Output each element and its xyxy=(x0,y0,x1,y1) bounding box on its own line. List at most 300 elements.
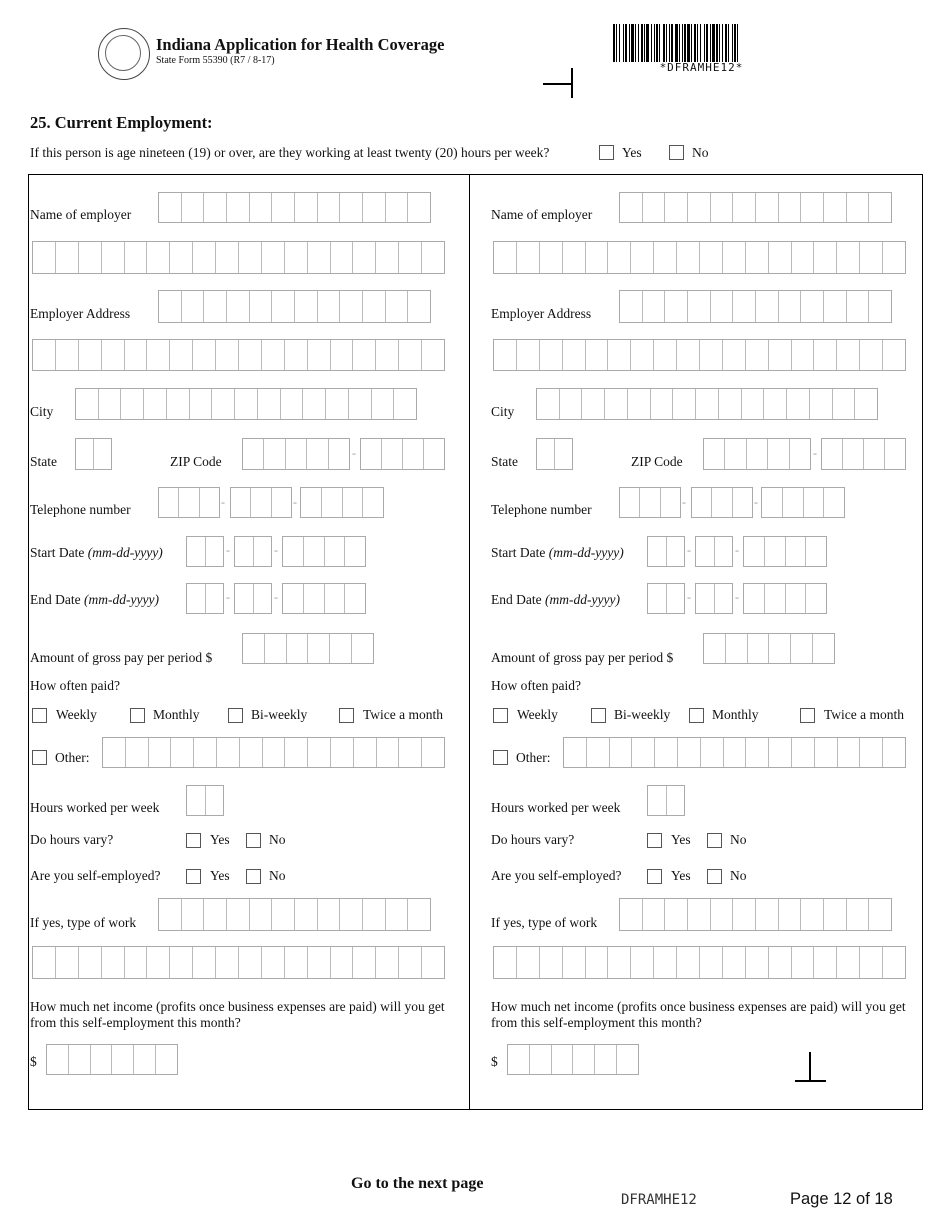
character-cell[interactable] xyxy=(363,193,386,222)
character-cell[interactable] xyxy=(295,899,318,930)
character-cell[interactable] xyxy=(869,193,891,222)
employer-address-field[interactable] xyxy=(619,290,892,323)
character-cell[interactable] xyxy=(723,242,746,273)
character-cell[interactable] xyxy=(354,738,377,767)
character-cell[interactable] xyxy=(216,242,239,273)
character-cell[interactable] xyxy=(756,291,779,322)
character-cell[interactable] xyxy=(746,738,769,767)
character-cell[interactable] xyxy=(281,389,304,419)
character-cell[interactable] xyxy=(815,738,838,767)
type-of-work-field-line2[interactable] xyxy=(32,946,445,979)
character-cell[interactable] xyxy=(783,488,804,517)
character-cell[interactable] xyxy=(329,439,349,469)
freq-option-4-checkbox[interactable] xyxy=(800,708,815,723)
character-cell[interactable] xyxy=(194,738,217,767)
character-cell[interactable] xyxy=(187,584,206,613)
character-cell[interactable] xyxy=(283,584,304,613)
character-cell[interactable] xyxy=(769,738,792,767)
character-cell[interactable] xyxy=(665,291,688,322)
character-cell[interactable] xyxy=(733,193,756,222)
character-cell[interactable] xyxy=(632,738,655,767)
character-cell[interactable] xyxy=(250,899,273,930)
character-cell[interactable] xyxy=(725,439,746,469)
character-cell[interactable] xyxy=(167,389,190,419)
character-cell[interactable] xyxy=(308,242,331,273)
character-cell[interactable] xyxy=(56,340,79,370)
character-cell[interactable] xyxy=(869,899,891,930)
character-cell[interactable] xyxy=(340,899,363,930)
character-cell[interactable] xyxy=(704,634,726,663)
employer-address-field[interactable] xyxy=(158,290,431,323)
character-cell[interactable] xyxy=(361,439,382,469)
character-cell[interactable] xyxy=(711,193,734,222)
gross-pay-field[interactable] xyxy=(703,633,835,664)
character-cell[interactable] xyxy=(264,439,285,469)
character-cell[interactable] xyxy=(733,488,752,517)
character-cell[interactable] xyxy=(494,340,517,370)
city-field[interactable] xyxy=(536,388,878,420)
character-cell[interactable] xyxy=(813,634,834,663)
character-cell[interactable] xyxy=(144,389,167,419)
character-cell[interactable] xyxy=(779,899,802,930)
character-cell[interactable] xyxy=(742,389,765,419)
hours-vary-no-checkbox[interactable] xyxy=(246,833,261,848)
start-date-year-field[interactable] xyxy=(743,536,827,567)
character-cell[interactable] xyxy=(824,291,847,322)
other-field[interactable] xyxy=(102,737,445,768)
character-cell[interactable] xyxy=(206,537,224,566)
character-cell[interactable] xyxy=(125,340,148,370)
character-cell[interactable] xyxy=(386,291,409,322)
character-cell[interactable] xyxy=(239,340,262,370)
character-cell[interactable] xyxy=(285,242,308,273)
character-cell[interactable] xyxy=(765,584,786,613)
character-cell[interactable] xyxy=(769,242,792,273)
self-employed-yes-checkbox[interactable] xyxy=(647,869,662,884)
character-cell[interactable] xyxy=(287,634,309,663)
character-cell[interactable] xyxy=(824,488,844,517)
character-cell[interactable] xyxy=(204,291,227,322)
end-date-month-field[interactable] xyxy=(647,583,685,614)
character-cell[interactable] xyxy=(94,439,111,469)
character-cell[interactable] xyxy=(715,537,733,566)
type-of-work-field[interactable] xyxy=(158,898,431,931)
character-cell[interactable] xyxy=(399,242,422,273)
character-cell[interactable] xyxy=(711,899,734,930)
character-cell[interactable] xyxy=(769,340,792,370)
freq-option-1-checkbox[interactable] xyxy=(32,708,47,723)
character-cell[interactable] xyxy=(159,899,182,930)
character-cell[interactable] xyxy=(345,584,365,613)
character-cell[interactable] xyxy=(182,291,205,322)
character-cell[interactable] xyxy=(711,291,734,322)
net-income-field[interactable] xyxy=(46,1044,178,1075)
character-cell[interactable] xyxy=(869,291,891,322)
character-cell[interactable] xyxy=(303,389,326,419)
type-of-work-field[interactable] xyxy=(619,898,892,931)
character-cell[interactable] xyxy=(692,488,712,517)
character-cell[interactable] xyxy=(605,389,628,419)
character-cell[interactable] xyxy=(517,242,540,273)
character-cell[interactable] xyxy=(159,291,182,322)
zip-ext-field[interactable] xyxy=(360,438,445,470)
character-cell[interactable] xyxy=(837,242,860,273)
character-cell[interactable] xyxy=(814,242,837,273)
character-cell[interactable] xyxy=(655,738,678,767)
character-cell[interactable] xyxy=(540,947,563,978)
character-cell[interactable] xyxy=(353,242,376,273)
character-cell[interactable] xyxy=(235,584,254,613)
character-cell[interactable] xyxy=(272,899,295,930)
self-employed-no-checkbox[interactable] xyxy=(246,869,261,884)
employer-name-field[interactable] xyxy=(158,192,431,223)
character-cell[interactable] xyxy=(537,439,555,469)
character-cell[interactable] xyxy=(386,899,409,930)
character-cell[interactable] xyxy=(768,439,789,469)
character-cell[interactable] xyxy=(726,634,748,663)
character-cell[interactable] xyxy=(399,738,422,767)
other-field[interactable] xyxy=(563,737,906,768)
character-cell[interactable] xyxy=(769,947,792,978)
character-cell[interactable] xyxy=(648,584,667,613)
character-cell[interactable] xyxy=(883,738,905,767)
character-cell[interactable] xyxy=(665,193,688,222)
character-cell[interactable] xyxy=(170,947,193,978)
character-cell[interactable] xyxy=(824,899,847,930)
character-cell[interactable] xyxy=(216,947,239,978)
character-cell[interactable] xyxy=(700,340,723,370)
character-cell[interactable] xyxy=(251,488,271,517)
phone-prefix-field[interactable] xyxy=(691,487,753,518)
character-cell[interactable] xyxy=(733,899,756,930)
character-cell[interactable] xyxy=(345,537,365,566)
character-cell[interactable] xyxy=(349,389,372,419)
character-cell[interactable] xyxy=(79,242,102,273)
character-cell[interactable] xyxy=(79,340,102,370)
character-cell[interactable] xyxy=(243,634,265,663)
character-cell[interactable] xyxy=(125,947,148,978)
character-cell[interactable] xyxy=(654,242,677,273)
character-cell[interactable] xyxy=(733,291,756,322)
character-cell[interactable] xyxy=(147,242,170,273)
character-cell[interactable] xyxy=(746,947,769,978)
character-cell[interactable] xyxy=(700,242,723,273)
character-cell[interactable] xyxy=(563,947,586,978)
character-cell[interactable] xyxy=(363,899,386,930)
character-cell[interactable] xyxy=(517,947,540,978)
character-cell[interactable] xyxy=(170,242,193,273)
character-cell[interactable] xyxy=(262,947,285,978)
character-cell[interactable] xyxy=(847,899,870,930)
end-date-day-field[interactable] xyxy=(234,583,272,614)
character-cell[interactable] xyxy=(76,389,99,419)
state-field[interactable] xyxy=(75,438,112,470)
character-cell[interactable] xyxy=(283,537,304,566)
character-cell[interactable] xyxy=(33,242,56,273)
phone-area-field[interactable] xyxy=(158,487,220,518)
character-cell[interactable] xyxy=(864,439,885,469)
character-cell[interactable] xyxy=(304,537,325,566)
character-cell[interactable] xyxy=(746,242,769,273)
character-cell[interactable] xyxy=(631,242,654,273)
character-cell[interactable] xyxy=(91,1045,113,1074)
character-cell[interactable] xyxy=(661,488,680,517)
character-cell[interactable] xyxy=(363,488,383,517)
character-cell[interactable] xyxy=(126,738,149,767)
character-cell[interactable] xyxy=(822,439,843,469)
character-cell[interactable] xyxy=(696,584,715,613)
character-cell[interactable] xyxy=(240,738,263,767)
character-cell[interactable] xyxy=(537,389,560,419)
character-cell[interactable] xyxy=(724,738,747,767)
employer-address-field-line2[interactable] xyxy=(493,339,906,371)
character-cell[interactable] xyxy=(187,537,206,566)
character-cell[interactable] xyxy=(563,242,586,273)
character-cell[interactable] xyxy=(231,488,251,517)
hours-vary-yes-checkbox[interactable] xyxy=(186,833,201,848)
character-cell[interactable] xyxy=(744,584,765,613)
character-cell[interactable] xyxy=(403,439,424,469)
character-cell[interactable] xyxy=(792,242,815,273)
character-cell[interactable] xyxy=(885,439,905,469)
character-cell[interactable] xyxy=(712,488,732,517)
character-cell[interactable] xyxy=(648,537,667,566)
character-cell[interactable] xyxy=(307,439,328,469)
character-cell[interactable] xyxy=(159,488,179,517)
character-cell[interactable] xyxy=(325,584,346,613)
hours-field[interactable] xyxy=(186,785,224,816)
freq-option-2-checkbox[interactable] xyxy=(591,708,606,723)
character-cell[interactable] xyxy=(748,634,770,663)
character-cell[interactable] xyxy=(508,1045,530,1074)
character-cell[interactable] xyxy=(608,947,631,978)
character-cell[interactable] xyxy=(331,340,354,370)
character-cell[interactable] xyxy=(193,242,216,273)
employer-name-field-line2[interactable] xyxy=(32,241,445,274)
character-cell[interactable] xyxy=(325,537,346,566)
character-cell[interactable] xyxy=(102,947,125,978)
character-cell[interactable] xyxy=(654,947,677,978)
character-cell[interactable] xyxy=(628,389,651,419)
character-cell[interactable] xyxy=(376,242,399,273)
character-cell[interactable] xyxy=(631,340,654,370)
character-cell[interactable] xyxy=(847,193,870,222)
character-cell[interactable] xyxy=(331,242,354,273)
character-cell[interactable] xyxy=(171,738,194,767)
character-cell[interactable] xyxy=(769,634,791,663)
character-cell[interactable] xyxy=(227,291,250,322)
character-cell[interactable] xyxy=(159,193,182,222)
character-cell[interactable] xyxy=(330,634,352,663)
character-cell[interactable] xyxy=(216,340,239,370)
character-cell[interactable] xyxy=(643,291,666,322)
character-cell[interactable] xyxy=(179,488,199,517)
character-cell[interactable] xyxy=(824,193,847,222)
self-employed-no-checkbox[interactable] xyxy=(707,869,722,884)
character-cell[interactable] xyxy=(779,193,802,222)
character-cell[interactable] xyxy=(631,947,654,978)
character-cell[interactable] xyxy=(121,389,144,419)
hours-vary-yes-checkbox[interactable] xyxy=(647,833,662,848)
character-cell[interactable] xyxy=(640,488,660,517)
city-field[interactable] xyxy=(75,388,417,420)
character-cell[interactable] xyxy=(372,389,395,419)
employer-name-field-line2[interactable] xyxy=(493,241,906,274)
character-cell[interactable] xyxy=(376,947,399,978)
character-cell[interactable] xyxy=(688,291,711,322)
character-cell[interactable] xyxy=(704,439,725,469)
character-cell[interactable] xyxy=(855,389,877,419)
character-cell[interactable] xyxy=(235,389,258,419)
character-cell[interactable] xyxy=(563,340,586,370)
character-cell[interactable] xyxy=(112,1045,134,1074)
character-cell[interactable] xyxy=(540,340,563,370)
character-cell[interactable] xyxy=(204,193,227,222)
character-cell[interactable] xyxy=(76,439,94,469)
character-cell[interactable] xyxy=(193,947,216,978)
character-cell[interactable] xyxy=(204,899,227,930)
start-date-day-field[interactable] xyxy=(234,536,272,567)
character-cell[interactable] xyxy=(147,340,170,370)
zip-field[interactable] xyxy=(242,438,350,470)
freq-option-2-checkbox[interactable] xyxy=(130,708,145,723)
character-cell[interactable] xyxy=(250,291,273,322)
character-cell[interactable] xyxy=(33,340,56,370)
end-date-month-field[interactable] xyxy=(186,583,224,614)
character-cell[interactable] xyxy=(654,340,677,370)
character-cell[interactable] xyxy=(620,291,643,322)
character-cell[interactable] xyxy=(235,537,254,566)
character-cell[interactable] xyxy=(719,389,742,419)
character-cell[interactable] xyxy=(56,947,79,978)
character-cell[interactable] xyxy=(382,439,403,469)
character-cell[interactable] xyxy=(102,340,125,370)
freq-option-3-checkbox[interactable] xyxy=(228,708,243,723)
character-cell[interactable] xyxy=(723,947,746,978)
character-cell[interactable] xyxy=(765,537,786,566)
character-cell[interactable] xyxy=(103,738,126,767)
character-cell[interactable] xyxy=(696,537,715,566)
character-cell[interactable] xyxy=(422,242,444,273)
character-cell[interactable] xyxy=(331,738,354,767)
other-checkbox[interactable] xyxy=(32,750,47,765)
character-cell[interactable] xyxy=(667,786,685,815)
character-cell[interactable] xyxy=(756,193,779,222)
character-cell[interactable] xyxy=(308,947,331,978)
character-cell[interactable] xyxy=(190,389,213,419)
character-cell[interactable] xyxy=(69,1045,91,1074)
net-income-field[interactable] xyxy=(507,1044,639,1075)
character-cell[interactable] xyxy=(318,193,341,222)
phone-area-field[interactable] xyxy=(619,487,681,518)
character-cell[interactable] xyxy=(620,193,643,222)
employer-address-field-line2[interactable] xyxy=(32,339,445,371)
character-cell[interactable] xyxy=(792,738,815,767)
character-cell[interactable] xyxy=(582,389,605,419)
character-cell[interactable] xyxy=(285,340,308,370)
character-cell[interactable] xyxy=(883,242,905,273)
character-cell[interactable] xyxy=(340,291,363,322)
character-cell[interactable] xyxy=(263,738,286,767)
other-checkbox[interactable] xyxy=(493,750,508,765)
character-cell[interactable] xyxy=(756,899,779,930)
gross-pay-field[interactable] xyxy=(242,633,374,664)
employer-name-field[interactable] xyxy=(619,192,892,223)
character-cell[interactable] xyxy=(701,738,724,767)
character-cell[interactable] xyxy=(555,439,572,469)
character-cell[interactable] xyxy=(837,340,860,370)
character-cell[interactable] xyxy=(193,340,216,370)
character-cell[interactable] xyxy=(331,947,354,978)
character-cell[interactable] xyxy=(715,584,733,613)
character-cell[interactable] xyxy=(673,389,696,419)
character-cell[interactable] xyxy=(33,947,56,978)
character-cell[interactable] xyxy=(212,389,235,419)
start-date-month-field[interactable] xyxy=(186,536,224,567)
character-cell[interactable] xyxy=(700,947,723,978)
hours-field[interactable] xyxy=(647,785,685,816)
character-cell[interactable] xyxy=(47,1045,69,1074)
freq-option-4-checkbox[interactable] xyxy=(339,708,354,723)
character-cell[interactable] xyxy=(790,439,810,469)
character-cell[interactable] xyxy=(786,584,807,613)
character-cell[interactable] xyxy=(677,947,700,978)
character-cell[interactable] xyxy=(843,439,864,469)
character-cell[interactable] xyxy=(308,340,331,370)
phone-prefix-field[interactable] xyxy=(230,487,292,518)
character-cell[interactable] xyxy=(182,899,205,930)
character-cell[interactable] xyxy=(422,738,444,767)
character-cell[interactable] xyxy=(262,242,285,273)
character-cell[interactable] xyxy=(187,786,206,815)
character-cell[interactable] xyxy=(552,1045,574,1074)
character-cell[interactable] xyxy=(377,738,400,767)
character-cell[interactable] xyxy=(648,786,667,815)
character-cell[interactable] xyxy=(285,947,308,978)
character-cell[interactable] xyxy=(643,899,666,930)
character-cell[interactable] xyxy=(517,340,540,370)
character-cell[interactable] xyxy=(643,193,666,222)
character-cell[interactable] xyxy=(847,291,870,322)
character-cell[interactable] xyxy=(801,291,824,322)
character-cell[interactable] xyxy=(149,738,172,767)
character-cell[interactable] xyxy=(786,537,807,566)
character-cell[interactable] xyxy=(340,193,363,222)
character-cell[interactable] xyxy=(326,389,349,419)
character-cell[interactable] xyxy=(883,947,905,978)
type-of-work-field-line2[interactable] xyxy=(493,946,906,979)
state-field[interactable] xyxy=(536,438,573,470)
character-cell[interactable] xyxy=(79,947,102,978)
character-cell[interactable] xyxy=(564,738,587,767)
character-cell[interactable] xyxy=(227,193,250,222)
character-cell[interactable] xyxy=(860,242,883,273)
character-cell[interactable] xyxy=(814,340,837,370)
character-cell[interactable] xyxy=(352,634,373,663)
zip-field[interactable] xyxy=(703,438,811,470)
character-cell[interactable] xyxy=(573,1045,595,1074)
character-cell[interactable] xyxy=(308,634,330,663)
phone-line-field[interactable] xyxy=(300,487,384,518)
character-cell[interactable] xyxy=(540,242,563,273)
character-cell[interactable] xyxy=(806,537,826,566)
character-cell[interactable] xyxy=(322,488,343,517)
character-cell[interactable] xyxy=(399,340,422,370)
character-cell[interactable] xyxy=(494,242,517,273)
character-cell[interactable] xyxy=(667,537,685,566)
character-cell[interactable] xyxy=(200,488,219,517)
character-cell[interactable] xyxy=(792,947,815,978)
